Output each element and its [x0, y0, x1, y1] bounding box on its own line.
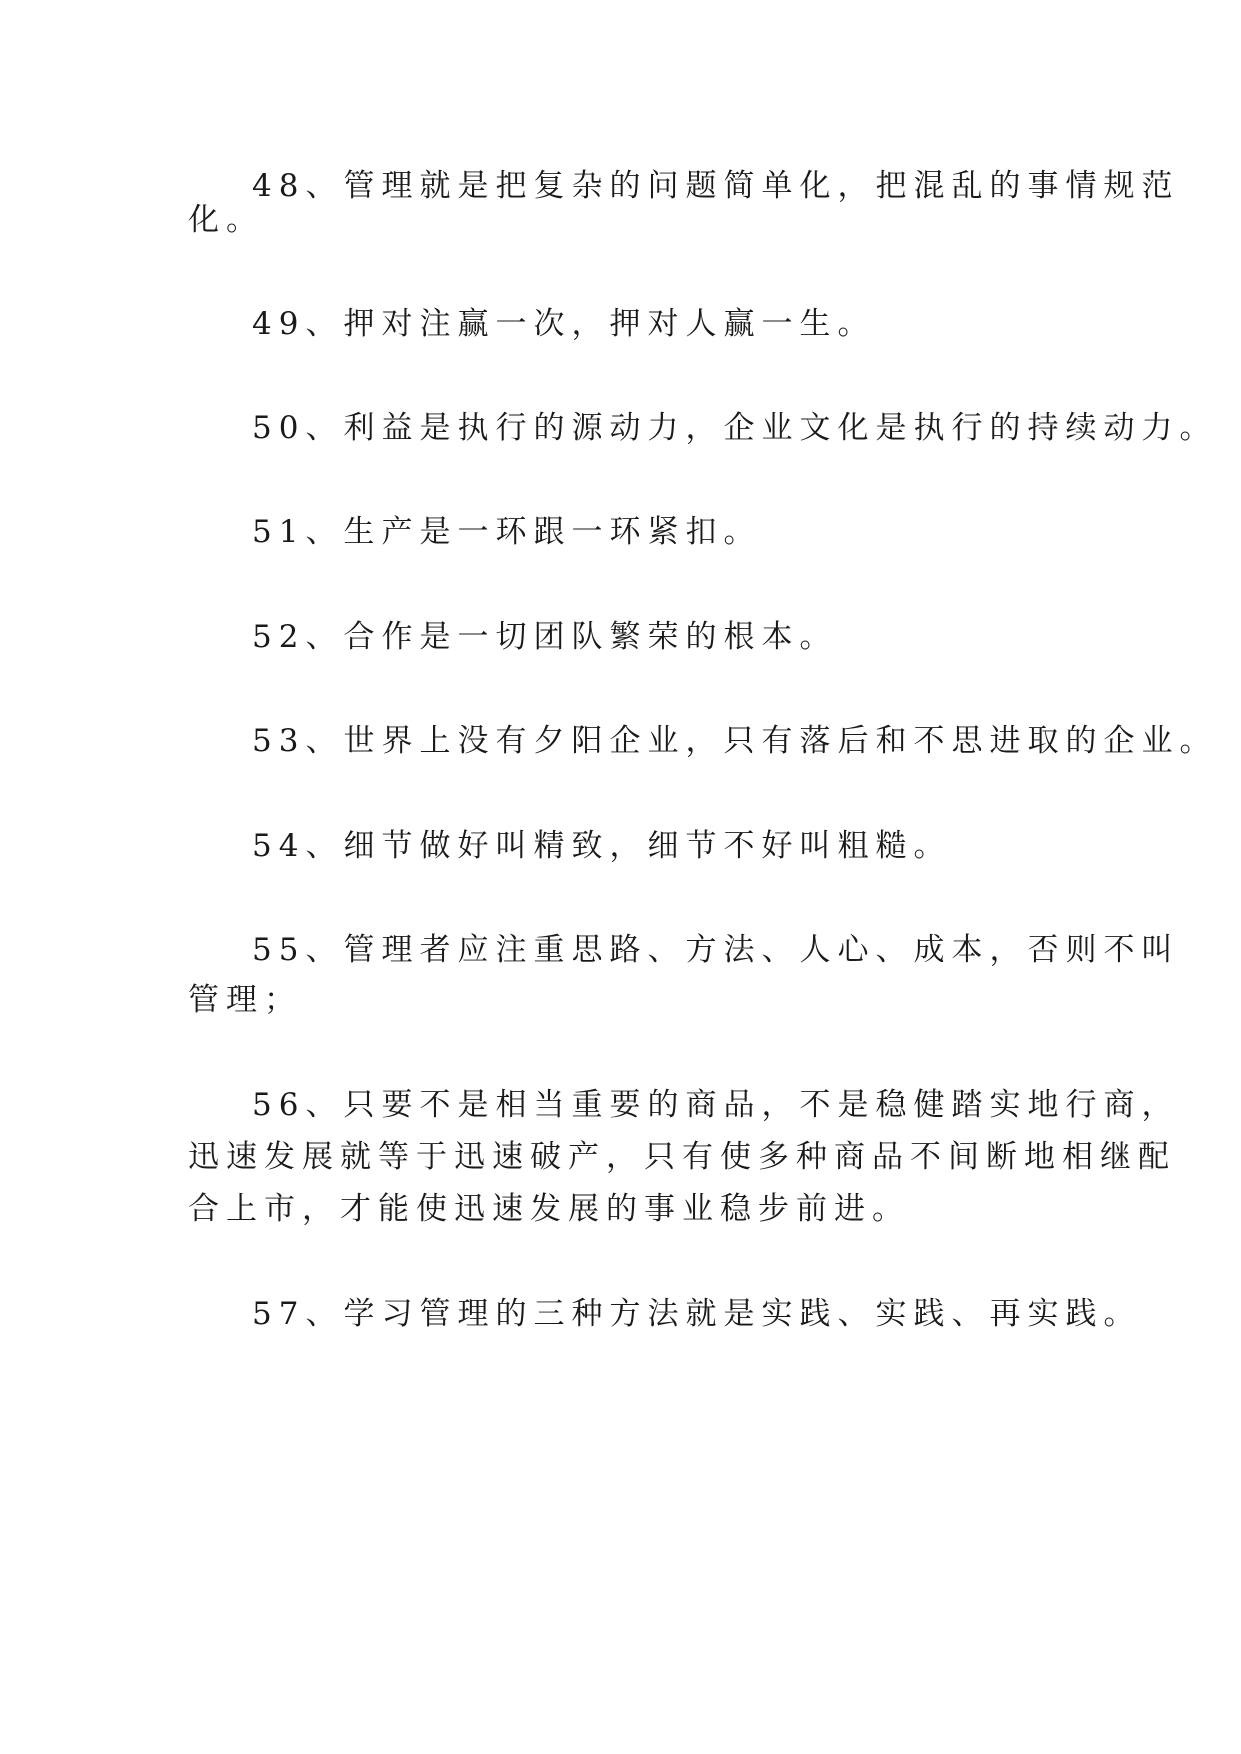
item-51-line-1: 51、生产是一环跟一环紧扣。: [252, 514, 762, 550]
item-48-line-1: 48、管理就是把复杂的问题简单化，把混乱的事情规范: [252, 168, 1180, 204]
item-54-line-1: 54、细节做好叫精致，细节不好叫粗糙。: [252, 828, 952, 864]
item-57-line-1: 57、学习管理的三种方法就是实践、实践、再实践。: [252, 1296, 1142, 1332]
item-55-line-2: 管理；: [188, 982, 302, 1018]
item-52-line-1: 52、合作是一切团队繁荣的根本。: [252, 619, 838, 655]
item-56-line-1: 56、只要不是相当重要的商品，不是稳健踏实地行商，: [252, 1087, 1180, 1123]
item-49-line-1: 49、押对注赢一次，押对人赢一生。: [252, 306, 876, 342]
item-48-line-2: 化。: [188, 202, 264, 238]
item-53-line-1: 53、世界上没有夕阳企业，只有落后和不思进取的企业。: [252, 723, 1218, 759]
item-50-line-1: 50、利益是执行的源动力，企业文化是执行的持续动力。: [252, 410, 1218, 446]
item-55-line-1: 55、管理者应注重思路、方法、人心、成本，否则不叫: [252, 932, 1180, 968]
item-56-line-3: 合上市，才能使迅速发展的事业稳步前进。: [188, 1191, 910, 1227]
item-56-line-2: 迅速发展就等于迅速破产，只有使多种商品不间断地相继配: [188, 1139, 1176, 1175]
